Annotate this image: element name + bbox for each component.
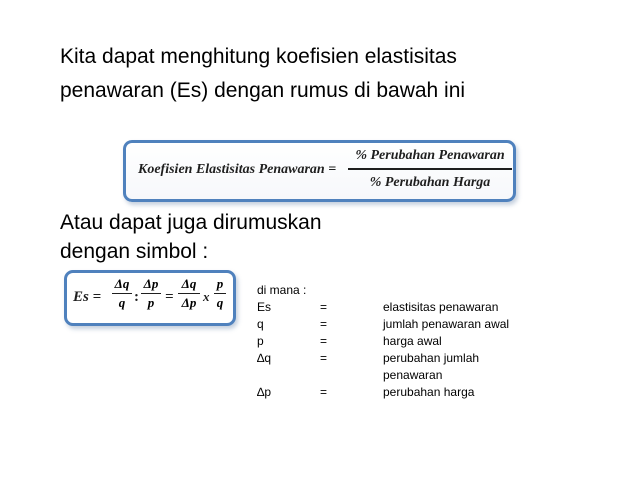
fraction-dq-q xyxy=(112,277,132,310)
fraction-bar xyxy=(112,293,132,294)
fraction-bar xyxy=(214,293,226,294)
fraction-numerator: Δp xyxy=(143,276,159,291)
definition-row xyxy=(257,350,480,367)
definitions-list xyxy=(257,282,510,401)
elasticity-formula-box xyxy=(123,140,516,202)
fraction-numerator: Δq xyxy=(181,276,197,291)
definition-equals: = xyxy=(320,334,328,348)
definition-symbol: ∆p xyxy=(257,385,272,399)
definition-equals: = xyxy=(320,300,328,314)
formula-lhs: Koefisien Elastisitas Penawaran = xyxy=(138,162,337,177)
fraction-p-q xyxy=(214,277,226,310)
definition-equals: = xyxy=(320,317,328,331)
definition-equals: = xyxy=(320,385,328,399)
sub-heading xyxy=(60,208,322,266)
definition-description: perubahan harga xyxy=(383,385,475,399)
definition-description: harga awal xyxy=(383,334,442,348)
definition-description: jumlah penawaran awal xyxy=(383,317,510,331)
sub-heading-line-2: dengan simbol : xyxy=(60,240,209,263)
formula-numerator: % Perubahan Penawaran xyxy=(355,148,505,163)
fraction-denominator: q xyxy=(118,295,126,311)
heading xyxy=(60,40,620,108)
fraction-denominator: q xyxy=(216,295,224,311)
definition-description-continuation: penawaran xyxy=(383,368,443,382)
heading-line-1: Kita dapat menghitung koefisien elastisitas xyxy=(60,45,457,68)
definition-description: perubahan jumlah xyxy=(383,351,480,365)
definition-row xyxy=(257,299,499,316)
fraction-bar xyxy=(348,168,512,170)
times-sign: x xyxy=(203,289,210,304)
definition-row-continuation xyxy=(257,367,443,384)
sub-heading-line-1: Atau dapat juga dirumuskan xyxy=(60,211,322,234)
fraction-dp-p xyxy=(141,277,161,310)
symbol-formula-box xyxy=(64,270,236,326)
formula-fraction xyxy=(348,148,512,191)
definitions-title: di mana : xyxy=(257,283,307,297)
definition-equals: = xyxy=(320,351,328,365)
definition-symbol: ∆q xyxy=(257,351,272,365)
definition-symbol: Es xyxy=(257,300,272,314)
fraction-numerator: Δq xyxy=(114,276,130,291)
symbol-formula-lhs: Es = xyxy=(73,289,102,305)
heading-line-2: penawaran (Es) dengan rumus di bawah ini xyxy=(60,79,466,102)
fraction-denominator: p xyxy=(147,295,155,311)
definition-symbol: q xyxy=(257,317,264,331)
definition-row xyxy=(257,384,475,401)
fraction-denominator: Δp xyxy=(181,295,197,311)
fraction-bar xyxy=(141,293,161,294)
equals-sign: = xyxy=(165,289,174,305)
formula-denominator: % Perubahan Harga xyxy=(369,174,491,190)
definition-description: elastisitas penawaran xyxy=(383,300,499,314)
definition-symbol: p xyxy=(257,334,264,348)
divide-colon: : xyxy=(134,289,139,305)
definition-row xyxy=(257,333,442,350)
fraction-numerator: p xyxy=(216,276,224,291)
fraction-dq-dp xyxy=(178,277,200,310)
fraction-bar xyxy=(178,293,200,294)
definition-row xyxy=(257,316,510,333)
